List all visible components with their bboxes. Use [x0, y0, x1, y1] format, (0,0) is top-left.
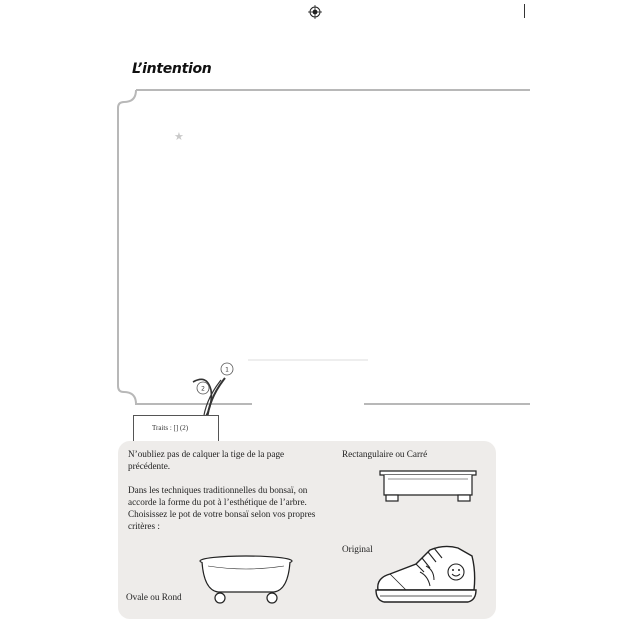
oval-pot-icon	[196, 552, 296, 608]
registration-mark-icon	[308, 5, 322, 19]
traits-box	[133, 415, 219, 442]
option-rectangular-label: Rectangulaire ou Carré	[342, 449, 428, 459]
page-title: L’intention	[132, 61, 212, 77]
option-oval-label: Ovale ou Rond	[126, 592, 182, 602]
instruction-trace-stem: N’oubliez pas de calquer la tige de la page précédente.	[128, 449, 285, 471]
sneaker-icon	[372, 542, 480, 608]
traits-label: Traits :	[152, 424, 172, 432]
crop-mark	[524, 4, 525, 18]
stem-marker-1-label: 1	[225, 366, 229, 374]
instructions	[128, 448, 328, 544]
instruction-choose-pot: Dans les techniques traditionnelles du bonsaï, on accorde la forme du pot à l’esthétique de l’arbre. Choisissez le pot de votre bonsaï selon vos propres critères :	[128, 485, 316, 531]
option-original-label: Original	[342, 544, 373, 554]
rectangular-pot-icon	[376, 465, 480, 507]
traits-value: [] (2)	[173, 424, 189, 432]
stem-marker-2-label: 2	[201, 385, 205, 393]
star-icon: ★	[174, 131, 184, 143]
